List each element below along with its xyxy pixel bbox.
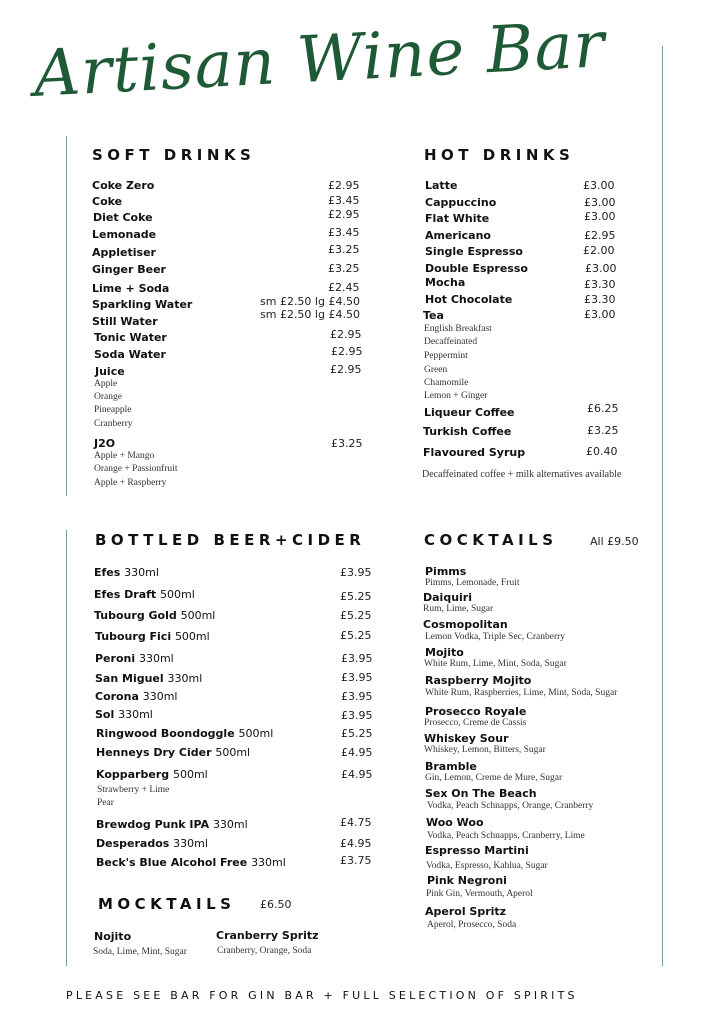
- list-item: Cosmopolitan: [423, 618, 508, 631]
- item-description: Cranberry, Orange, Soda: [217, 946, 312, 956]
- item-description: Pink Gin, Vermouth, Aperol: [426, 889, 533, 899]
- price: £2.95: [330, 363, 362, 376]
- mocktails-heading: MOCKTAILS: [98, 895, 236, 913]
- list-item: Mocha: [425, 276, 466, 289]
- item-size: 330ml: [124, 566, 159, 579]
- item-description: Vodka, Peach Schnapps, Cranberry, Lime: [427, 831, 585, 841]
- item-name: Tubourg Gold: [94, 609, 177, 622]
- price: £0.40: [586, 445, 618, 458]
- price: £2.95: [328, 179, 360, 192]
- kopparberg-option: Pear: [97, 798, 114, 808]
- hot-drinks-note: Decaffeinated coffee + milk alternatives available: [422, 469, 622, 480]
- hot-drinks-heading: HOT DRINKS: [424, 146, 575, 164]
- price: £3.95: [341, 709, 373, 722]
- price: £3.45: [328, 226, 360, 239]
- list-item: [94, 609, 215, 622]
- item-size: 330ml: [173, 837, 208, 850]
- item-size: 500ml: [172, 768, 208, 781]
- cocktails-heading: COCKTAILS: [424, 531, 558, 549]
- item-size: 500ml: [180, 609, 216, 622]
- list-item: Tea: [423, 309, 444, 322]
- price: £2.95: [331, 345, 363, 358]
- price: £3.00: [585, 262, 617, 275]
- list-item: Pink Negroni: [427, 874, 507, 887]
- item-name: Ringwood Boondoggle: [96, 727, 235, 740]
- item-name: Tubourg Fici: [95, 630, 172, 643]
- list-item: [95, 690, 178, 703]
- item-description: White Rum, Raspberries, Lime, Mint, Soda, Sugar: [425, 688, 618, 698]
- item-name: Efes: [94, 566, 121, 579]
- item-description: Lemon Vodka, Triple Sec, Cranberry: [425, 632, 566, 642]
- footer-note: PLEASE SEE BAR FOR GIN BAR + FULL SELECTION OF SPIRITS: [66, 989, 578, 1002]
- list-item: Flavoured Syrup: [423, 446, 526, 459]
- price: £3.30: [584, 278, 616, 291]
- item-name: San Miguel: [95, 672, 164, 685]
- price: £2.95: [328, 208, 360, 221]
- list-item: Tonic Water: [94, 331, 167, 344]
- price: £2.45: [328, 281, 360, 294]
- item-name: Desperados: [96, 837, 170, 850]
- item-description: Pimms, Lemonade, Fruit: [425, 578, 520, 588]
- tea-option: Green: [424, 365, 448, 375]
- list-item: Double Espresso: [425, 262, 528, 275]
- list-item: Diet Coke: [93, 211, 153, 224]
- item-size: 330ml: [138, 652, 174, 665]
- price: £2.00: [583, 244, 615, 257]
- price: £5.25: [341, 727, 373, 740]
- list-item: Hot Chocolate: [425, 293, 513, 306]
- price: £3.95: [341, 690, 373, 703]
- j2o-option: Orange + Passionfruit: [94, 464, 178, 474]
- beer-heading: BOTTLED BEER+CIDER: [95, 531, 366, 549]
- cocktails-price-note: All £9.50: [590, 535, 639, 548]
- page-title: Artisan Wine Bar: [32, 8, 607, 112]
- list-item: Sex On The Beach: [425, 787, 537, 800]
- price: £5.25: [340, 609, 372, 622]
- left-divider-bottom: [66, 530, 67, 966]
- price: £3.45: [328, 194, 360, 207]
- list-item: Prosecco Royale: [425, 705, 527, 718]
- juice-option: Pineapple: [94, 405, 132, 415]
- price: £3.30: [584, 293, 616, 306]
- price: £3.00: [584, 210, 616, 223]
- price: £2.95: [584, 229, 616, 242]
- list-item: Flat White: [425, 212, 490, 225]
- list-item: Whiskey Sour: [424, 732, 509, 745]
- list-item: Cappuccino: [425, 196, 497, 209]
- item-description: Aperol, Prosecco, Soda: [427, 920, 517, 930]
- item-name: Beck's Blue Alcohol Free: [96, 856, 248, 869]
- list-item: Soda Water: [94, 348, 166, 361]
- list-item: [95, 652, 174, 665]
- price: £3.95: [341, 652, 373, 665]
- right-divider: [662, 46, 663, 966]
- list-item: [96, 768, 208, 781]
- tea-option: Decaffeinated: [424, 337, 478, 347]
- list-item: Still Water: [92, 315, 158, 328]
- price: sm £2.50 lg £4.50: [260, 308, 360, 321]
- tea-option: Lemon + Ginger: [424, 391, 488, 401]
- list-item: Coke: [92, 195, 123, 208]
- list-item: J2O: [94, 437, 116, 450]
- price: £3.00: [584, 308, 616, 321]
- tea-option: Peppermint: [424, 351, 468, 361]
- item-description: Rum, Lime, Sugar: [423, 604, 494, 614]
- list-item: Pimms: [425, 565, 467, 578]
- juice-option: Apple: [94, 379, 118, 389]
- list-item: [96, 837, 208, 850]
- list-item: Daiquiri: [423, 591, 472, 604]
- list-item: [95, 672, 202, 685]
- item-description: White Rum, Lime, Mint, Soda, Sugar: [424, 659, 567, 669]
- item-size: 500ml: [160, 588, 195, 601]
- list-item: Ginger Beer: [92, 263, 166, 276]
- kopparberg-option: Strawberry + Lime: [97, 785, 170, 795]
- list-item: [94, 588, 195, 601]
- price: £2.95: [330, 328, 362, 341]
- tea-option: Chamomile: [424, 378, 469, 388]
- price: £3.95: [340, 566, 372, 579]
- list-item: Nojito: [94, 930, 132, 943]
- price: £3.25: [331, 437, 363, 450]
- price: £6.25: [587, 402, 619, 415]
- tea-option: English Breakfast: [424, 324, 492, 334]
- item-size: 330ml: [251, 856, 286, 869]
- price: £4.95: [341, 746, 373, 759]
- left-divider-top: [66, 136, 67, 496]
- list-item: [96, 746, 250, 759]
- price: £3.75: [340, 854, 372, 867]
- list-item: Aperol Spritz: [425, 905, 507, 918]
- item-size: 500ml: [215, 746, 251, 759]
- item-size: 330ml: [118, 708, 153, 721]
- price: £3.00: [584, 196, 616, 209]
- j2o-option: Apple + Raspberry: [94, 478, 167, 488]
- item-size: 500ml: [174, 630, 210, 643]
- mocktails-price: £6.50: [260, 898, 292, 911]
- list-item: Bramble: [425, 760, 477, 773]
- price: sm £2.50 lg £4.50: [260, 295, 360, 308]
- item-description: Soda, Lime, Mint, Sugar: [93, 947, 187, 957]
- list-item: [94, 566, 159, 579]
- price: £4.75: [340, 816, 372, 829]
- item-name: Efes Draft: [94, 588, 157, 601]
- list-item: Appletiser: [92, 246, 156, 259]
- price: £4.95: [340, 837, 372, 850]
- list-item: [96, 856, 286, 869]
- item-name: Brewdog Punk IPA: [96, 818, 210, 831]
- list-item: Americano: [425, 229, 491, 242]
- list-item: [95, 630, 210, 643]
- price: £4.95: [341, 768, 373, 781]
- price: £5.25: [340, 629, 372, 642]
- item-name: Kopparberg: [96, 768, 170, 781]
- item-description: Vodka, Espresso, Kahlua, Sugar: [426, 861, 548, 871]
- price: £3.25: [587, 424, 619, 437]
- list-item: Mojito: [425, 646, 464, 659]
- list-item: Espresso Martini: [425, 844, 529, 857]
- item-name: Peroni: [95, 652, 136, 665]
- item-name: Corona: [95, 690, 139, 703]
- item-size: 500ml: [238, 727, 274, 740]
- item-description: Gin, Lemon, Creme de Mure, Sugar: [425, 773, 563, 783]
- list-item: [96, 727, 273, 740]
- item-description: Prosecco, Creme de Cassis: [424, 718, 527, 728]
- list-item: Latte: [425, 179, 458, 192]
- list-item: Liqueur Coffee: [424, 406, 515, 419]
- item-name: Sol: [95, 708, 115, 721]
- list-item: Coke Zero: [92, 179, 155, 192]
- list-item: Raspberry Mojito: [425, 674, 532, 687]
- item-description: Vodka, Peach Schnapps, Orange, Cranberry: [427, 801, 594, 811]
- price: £5.25: [340, 590, 372, 603]
- item-size: 330ml: [142, 690, 178, 703]
- price: £3.25: [328, 262, 360, 275]
- list-item: [96, 818, 248, 831]
- list-item: Juice: [95, 365, 125, 378]
- item-description: Whiskey, Lemon, Bitters, Sugar: [424, 745, 546, 755]
- list-item: Woo Woo: [426, 816, 484, 829]
- price: £3.00: [583, 179, 615, 192]
- list-item: [95, 708, 153, 721]
- juice-option: Cranberry: [94, 419, 133, 429]
- list-item: Cranberry Spritz: [216, 929, 319, 942]
- item-size: 330ml: [167, 672, 203, 685]
- juice-option: Orange: [94, 392, 122, 402]
- price: £3.25: [328, 243, 360, 256]
- list-item: Single Espresso: [425, 245, 523, 258]
- list-item: Lemonade: [92, 228, 157, 241]
- list-item: Lime + Soda: [92, 282, 170, 295]
- item-name: Henneys Dry Cider: [96, 746, 212, 759]
- list-item: Turkish Coffee: [423, 425, 512, 438]
- item-size: 330ml: [212, 818, 248, 831]
- soft-drinks-heading: SOFT DRINKS: [92, 146, 256, 164]
- j2o-option: Apple + Mango: [94, 451, 155, 461]
- price: £3.95: [341, 671, 373, 684]
- list-item: Sparkling Water: [92, 298, 193, 311]
